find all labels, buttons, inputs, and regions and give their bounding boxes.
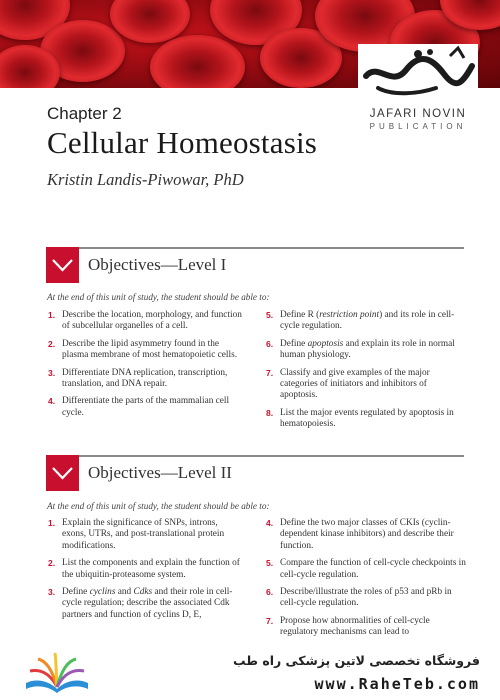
list-item: 5. Define R (restriction point) and its role in cell-cycle regulation.: [266, 310, 455, 332]
chevron-down-icon: [46, 455, 79, 491]
list-item: 2. List the components and explain the function of the ubiquitin-proteasome system.: [48, 558, 240, 580]
list-item: 4. Define the two major classes of CKIs (cyclin-dependent kinase inhibitors) and describe their function.: [266, 518, 454, 551]
list-item: 6. Define apoptosis and explain its role in normal human physiology.: [266, 338, 455, 361]
objectives-level-2-header: [46, 455, 464, 491]
publisher-sub: PUBLICATION: [369, 122, 467, 131]
list-item: 7. Propose how abnormalities of cell-cycle regulatory mechanisms can lead to: [266, 615, 430, 638]
list-item: 4. Differentiate the parts of the mammalian cell cycle.: [48, 396, 230, 418]
list-item: 3. Define cyclins and Cdks and their role in cell-cycle regulation; describe the associated Cdk partners and function of cyclins D, E,: [48, 587, 233, 620]
level-1-right-column: [266, 310, 466, 437]
level-1-intro: At the end of this unit of study, the student should be able to:: [47, 292, 270, 302]
calligraphy-logo-icon: [358, 44, 478, 102]
chapter-author: Kristin Landis-Piwowar, PhD: [47, 170, 244, 189]
footer-url[interactable]: www.RaheTeb.com: [314, 675, 480, 693]
level-2-intro: At the end of this unit of study, the student should be able to:: [47, 501, 270, 511]
level-1-left-column: [48, 310, 243, 425]
level-2-left-column: [48, 518, 243, 627]
open-book-icon: [22, 649, 92, 697]
chapter-label: Chapter 2: [47, 104, 122, 123]
chapter-title: Cellular Homeostasis: [47, 125, 318, 160]
footer-store-name: فروشگاه تخصصی لاتین پزشکی راه طب: [232, 653, 480, 668]
level-2-right-column: [266, 518, 466, 645]
list-item: 6. Describe/illustrate the roles of p53 and pRb in cell-cycle regulation.: [266, 587, 452, 609]
footer-banner: [0, 645, 500, 700]
objectives-level-2-title: Objectives—Level II: [88, 463, 232, 482]
list-item: 3. Differentiate DNA replication, transcription, translation, and DNA repair.: [48, 367, 228, 390]
list-item: 1. Describe the location, morphology, and function of subcellular organelles of a cell.: [48, 310, 242, 332]
chevron-down-icon: [46, 247, 79, 283]
list-item: 8. List the major events regulated by apoptosis in hematopoiesis.: [266, 407, 454, 430]
list-item: 7. Classify and give examples of the major categories of initiators and inhibitors of apoptosis.: [266, 367, 430, 401]
list-item: 5. Compare the function of cell-cycle checkpoints in cell-cycle regulation.: [266, 558, 466, 580]
list-item: 2. Describe the lipid asymmetry found in the plasma membrane of most hematopoietic cells.: [48, 338, 238, 361]
objectives-level-1-header: [46, 247, 464, 283]
publisher-logo: [342, 44, 494, 140]
publisher-name: JAFARI NOVIN: [369, 108, 467, 120]
list-item: 1. Explain the significance of SNPs, introns, exons, UTRs, and post-translational protein modifications.: [48, 518, 225, 551]
objectives-level-1-title: Objectives—Level I: [88, 255, 227, 274]
